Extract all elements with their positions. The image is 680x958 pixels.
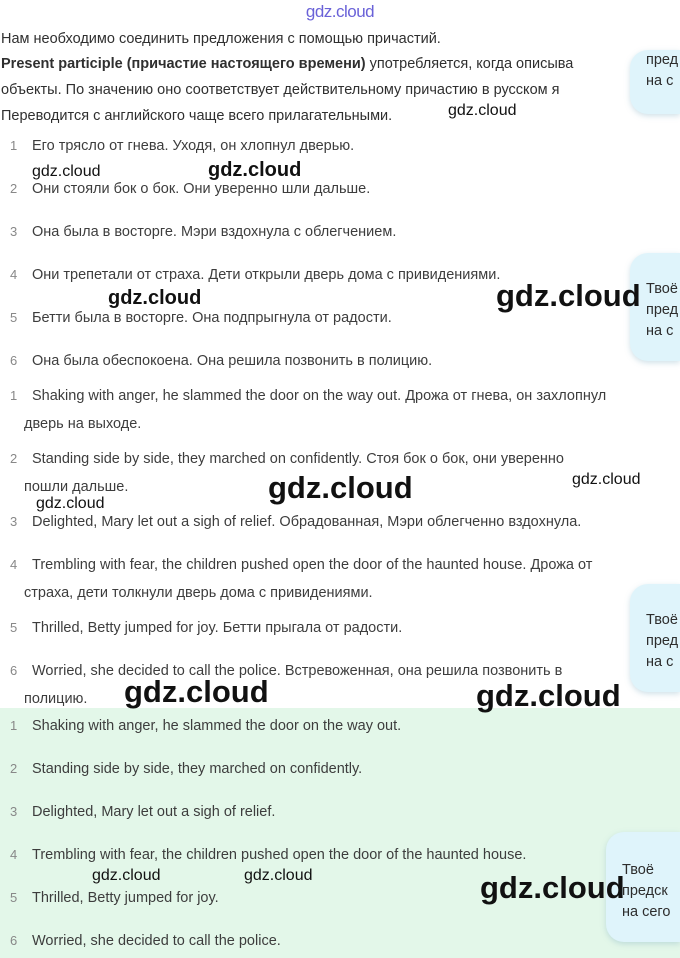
item-text: Worried, she decided to call the police. <box>32 933 281 949</box>
item-text: Его трясло от гнева. Уходя, он хлопнул дверью. <box>32 138 355 154</box>
watermark: gdz.cloud <box>208 159 302 181</box>
item-number: 3 <box>10 514 18 529</box>
item-text: Shaking with anger, he slammed the door on the way out. Дрожа от гнева, он захлопнул <box>32 388 607 404</box>
item-number: 2 <box>10 761 18 776</box>
bubble-text: Твоё <box>646 281 678 297</box>
item-number: 6 <box>10 933 18 948</box>
bubble-text: Твоё <box>622 862 654 878</box>
answer-item <box>10 804 275 820</box>
item-text: Standing side by side, they marched on confidently. Стоя бок о бок, они уверенно <box>32 451 564 467</box>
translation-continuation: полицию. <box>24 691 88 707</box>
watermark: gdz.cloud <box>32 163 101 180</box>
item-number: 4 <box>10 847 18 862</box>
present-participle-term: Present participle (причастие настоящего времени) <box>1 56 366 72</box>
item-number: 1 <box>10 718 18 733</box>
intro-line-4: Переводится с английского чаще всего прилагательными. <box>1 108 393 124</box>
item-number: 1 <box>10 388 18 403</box>
watermark: gdz.cloud <box>448 102 517 119</box>
item-text: Они трепетали от страха. Дети открыли дверь дома с привидениями. <box>32 267 501 283</box>
russian-item <box>10 267 500 283</box>
item-number: 6 <box>10 663 18 678</box>
site-logo[interactable]: gdz.cloud <box>305 2 375 21</box>
item-number: 5 <box>10 890 18 905</box>
item-number: 3 <box>10 804 18 819</box>
russian-item <box>10 224 396 240</box>
watermark: gdz.cloud <box>480 870 625 905</box>
bubble-text: на с <box>646 654 674 670</box>
answer-item <box>10 718 401 734</box>
item-number: 5 <box>10 310 18 325</box>
bubble-text: на с <box>646 323 674 339</box>
item-text: Delighted, Mary let out a sigh of relief. Обрадованная, Мэри облегченно вздохнула. <box>32 514 582 530</box>
item-number: 5 <box>10 620 18 635</box>
item-number: 4 <box>10 267 18 282</box>
translation-item <box>10 620 402 636</box>
watermark: gdz.cloud <box>108 287 202 309</box>
watermark: gdz.cloud <box>268 470 413 505</box>
translation-continuation: дверь на выходе. <box>24 416 142 432</box>
watermark: gdz.cloud <box>36 495 105 512</box>
bubble-text: на сего <box>622 904 671 920</box>
watermark: gdz.cloud <box>92 867 161 884</box>
item-text: Delighted, Mary let out a sigh of relief. <box>32 804 276 820</box>
item-text: Worried, she decided to call the police. Встревоженная, она решила позвонить в <box>32 663 563 679</box>
item-text: Standing side by side, they marched on confidently. <box>32 761 363 777</box>
intro-line-2 <box>1 56 573 72</box>
bubble-text: пред <box>646 302 679 318</box>
intro-line-1: Нам необходимо соединить предложения с помощью причастий. <box>1 31 441 47</box>
watermark: gdz.cloud <box>124 674 269 709</box>
item-number: 1 <box>10 138 18 153</box>
item-number: 2 <box>10 181 18 196</box>
item-text: Бетти была в восторге. Она подпрыгнула от радости. <box>32 310 392 326</box>
watermark: gdz.cloud <box>572 471 641 488</box>
item-text: Она была обеспокоена. Она решила позвонить в полицию. <box>32 353 433 369</box>
bubble-text: пред <box>646 633 679 649</box>
russian-item <box>10 138 354 154</box>
item-text: Trembling with fear, the children pushed open the door of the haunted house. <box>32 847 527 863</box>
russian-item <box>10 310 392 326</box>
answer-panel <box>0 708 680 958</box>
bubble-text: на с <box>646 73 674 89</box>
answer-item <box>10 890 219 906</box>
item-text: Она была в восторге. Мэри вздохнула с облегчением. <box>32 224 397 240</box>
watermark: gdz.cloud <box>476 678 621 713</box>
translation-item <box>10 451 564 467</box>
item-text: Thrilled, Betty jumped for joy. Бетти прыгала от радости. <box>32 620 403 636</box>
item-number: 3 <box>10 224 18 239</box>
item-text: Trembling with fear, the children pushed open the door of the haunted house. Дрожа от <box>32 557 593 573</box>
translation-item <box>10 514 581 530</box>
answer-item <box>10 847 526 863</box>
translation-continuation: страха, дети толкнули дверь дома с привидениями. <box>24 585 373 601</box>
translation-continuation: пошли дальше. <box>24 479 129 495</box>
translation-item <box>10 557 592 573</box>
item-text: Thrilled, Betty jumped for joy. <box>32 890 219 906</box>
watermark: gdz.cloud <box>244 867 313 884</box>
answer-item <box>10 761 362 777</box>
suggestion-bubble[interactable] <box>630 50 680 114</box>
russian-item <box>10 181 370 197</box>
item-text: Они стояли бок о бок. Они уверенно шли дальше. <box>32 181 371 197</box>
intro-line-2-rest: употребляется, когда описыва <box>365 56 574 72</box>
suggestion-bubble[interactable] <box>630 584 680 692</box>
intro-line-3: объекты. По значению оно соответствует действительному причастию в русском я <box>1 82 560 98</box>
russian-item <box>10 353 432 369</box>
bubble-text: предск <box>622 883 668 899</box>
answer-item <box>10 933 281 949</box>
bubble-text: пред <box>646 52 679 68</box>
bubble-text: Твоё <box>646 612 678 628</box>
translation-item <box>10 388 606 404</box>
translation-item <box>10 663 562 679</box>
item-text: Shaking with anger, he slammed the door on the way out. <box>32 718 402 734</box>
item-number: 4 <box>10 557 18 572</box>
item-number: 6 <box>10 353 18 368</box>
item-number: 2 <box>10 451 18 466</box>
watermark: gdz.cloud <box>496 278 641 313</box>
